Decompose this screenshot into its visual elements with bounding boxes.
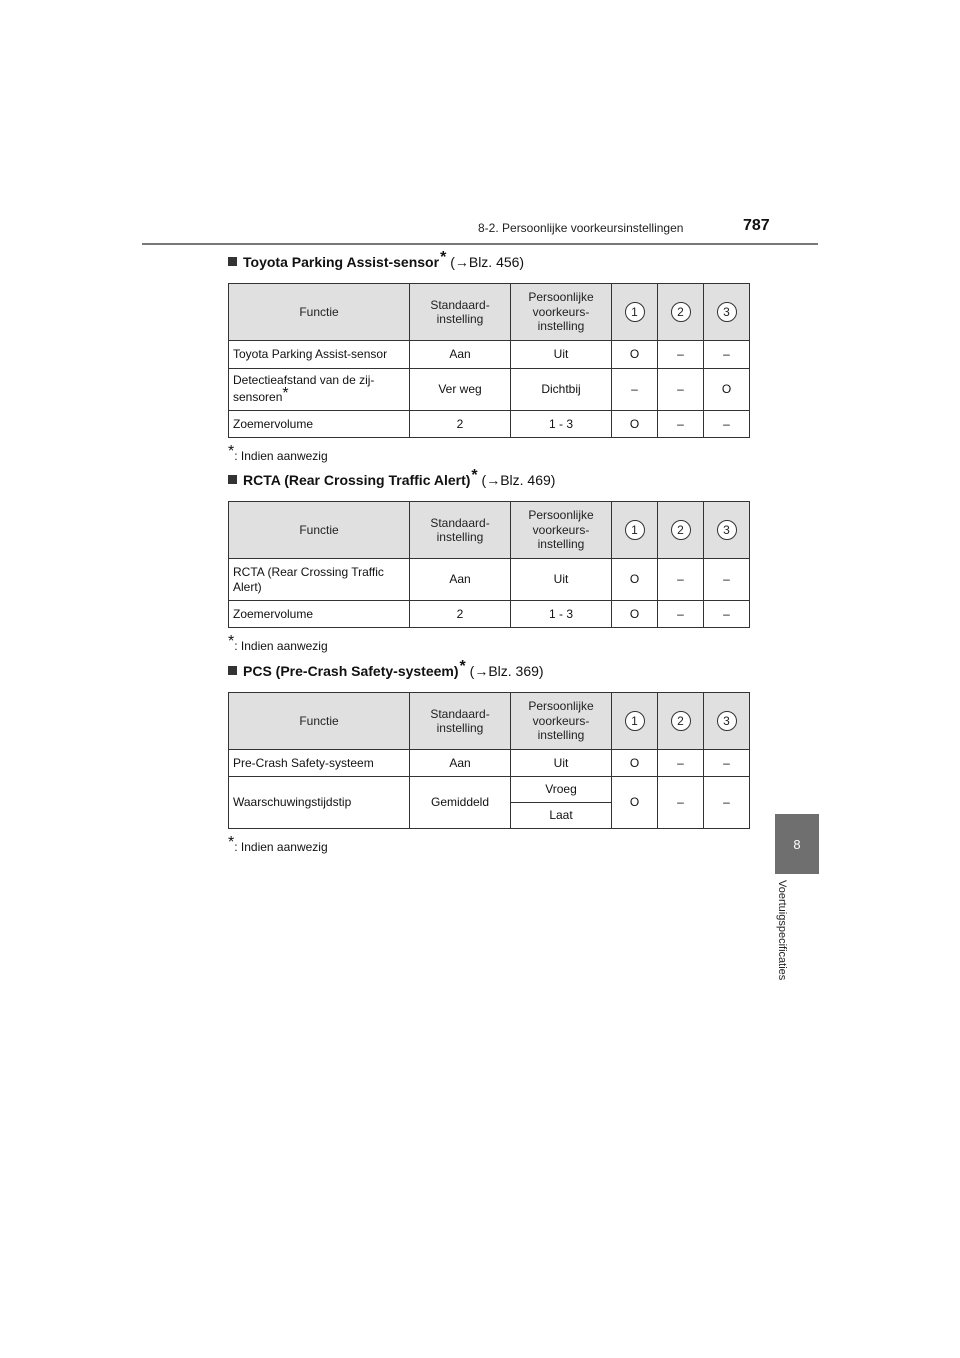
col-header-default: Standaard-instelling [410, 693, 511, 750]
footnote: *: Indien aanwezig [228, 633, 328, 653]
chapter-number: 8 [793, 836, 801, 852]
footnote: *: Indien aanwezig [228, 834, 328, 854]
settings-table [228, 283, 750, 438]
cell-function: Zoemervolume [229, 411, 410, 438]
col-header-personal: Persoonlijke voorkeurs-instelling [511, 284, 612, 341]
cell-default: Aan [410, 750, 511, 777]
cell-1: O [612, 411, 658, 438]
col-header-3: 3 [704, 502, 750, 559]
cell-default: Gemiddeld [410, 777, 511, 829]
table-row [229, 411, 750, 438]
col-header-2: 2 [658, 502, 704, 559]
section-title: Toyota Parking Assist-sensor [243, 254, 440, 270]
section-heading [228, 249, 750, 272]
page-reference[interactable]: (→Blz. 369) [469, 663, 544, 679]
cell-1: O [612, 341, 658, 369]
section-title: RCTA (Rear Crossing Traffic Alert) [243, 472, 471, 488]
cell-personal: Dichtbij [511, 369, 612, 411]
cell-personal: 1 - 3 [511, 411, 612, 438]
cell-default: Aan [410, 341, 511, 369]
cell-default: 2 [410, 601, 511, 628]
asterisk: * [471, 467, 478, 484]
table-row [229, 341, 750, 369]
table-row [229, 601, 750, 628]
cell-1: O [612, 601, 658, 628]
section-heading [228, 467, 750, 490]
cell-1: O [612, 777, 658, 829]
cell-3: O [704, 369, 750, 411]
page-reference[interactable]: (→Blz. 456) [450, 254, 525, 270]
cell-1: – [612, 369, 658, 411]
col-header-3: 3 [704, 693, 750, 750]
col-header-function: Functie [229, 284, 410, 341]
cell-3: – [704, 341, 750, 369]
footnote: *: Indien aanwezig [228, 443, 328, 463]
cell-3: – [704, 559, 750, 601]
cell-default: Aan [410, 559, 511, 601]
cell-function: RCTA (Rear Crossing Traffic Alert) [229, 559, 410, 601]
cell-3: – [704, 750, 750, 777]
asterisk: * [440, 249, 447, 266]
cell-2: – [658, 777, 704, 829]
header-title: 8-2. Persoonlijke voorkeursinstellingen [478, 221, 684, 235]
table-header-row [229, 693, 750, 750]
cell-function: Toyota Parking Assist-sensor [229, 341, 410, 369]
cell-3: – [704, 777, 750, 829]
asterisk: * [459, 658, 466, 675]
chapter-tab[interactable] [775, 814, 819, 874]
cell-personal-option: Laat [511, 803, 612, 829]
asterisk: * [282, 385, 289, 403]
col-header-3: 3 [704, 284, 750, 341]
cell-default: 2 [410, 411, 511, 438]
table-row [229, 369, 750, 411]
cell-personal-option: Vroeg [511, 777, 612, 803]
cell-personal: Uit [511, 750, 612, 777]
bullet-icon [228, 257, 237, 266]
page-number: 787 [743, 217, 770, 234]
cell-2: – [658, 411, 704, 438]
table-header-row [229, 502, 750, 559]
section-parking-assist [228, 249, 750, 465]
section-rcta [228, 467, 750, 655]
cell-personal: Uit [511, 341, 612, 369]
settings-table [228, 501, 750, 628]
cell-function: Pre-Crash Safety-systeem [229, 750, 410, 777]
cell-2: – [658, 341, 704, 369]
cell-default: Ver weg [410, 369, 511, 411]
cell-2: – [658, 750, 704, 777]
table-header-row [229, 284, 750, 341]
cell-personal: Uit [511, 559, 612, 601]
cell-function: Waarschuwingstijdstip [229, 777, 410, 829]
cell-function: Zoemervolume [229, 601, 410, 628]
col-header-2: 2 [658, 693, 704, 750]
section-title: PCS (Pre-Crash Safety-systeem) [243, 663, 459, 679]
table-row [229, 559, 750, 601]
col-header-function: Functie [229, 502, 410, 559]
header-rule [142, 243, 818, 245]
cell-1: O [612, 559, 658, 601]
col-header-1: 1 [612, 284, 658, 341]
cell-2: – [658, 559, 704, 601]
col-header-default: Standaard-instelling [410, 502, 511, 559]
bullet-icon [228, 666, 237, 675]
cell-personal: 1 - 3 [511, 601, 612, 628]
col-header-personal: Persoonlijke voorkeurs-instelling [511, 693, 612, 750]
col-header-function: Functie [229, 693, 410, 750]
page-reference[interactable]: (→Blz. 469) [481, 472, 556, 488]
col-header-2: 2 [658, 284, 704, 341]
col-header-default: Standaard-instelling [410, 284, 511, 341]
cell-3: – [704, 601, 750, 628]
cell-2: – [658, 601, 704, 628]
settings-table [228, 692, 750, 829]
cell-2: – [658, 369, 704, 411]
section-heading [228, 658, 750, 681]
chapter-label: Voertuigspecificaties [776, 880, 788, 981]
cell-function: Detectieafstand van de zij-sensoren* [229, 369, 410, 411]
col-header-1: 1 [612, 502, 658, 559]
cell-1: O [612, 750, 658, 777]
col-header-1: 1 [612, 693, 658, 750]
cell-3: – [704, 411, 750, 438]
table-row [229, 750, 750, 777]
table-row [229, 777, 750, 803]
bullet-icon [228, 475, 237, 484]
section-pcs [228, 658, 750, 856]
col-header-personal: Persoonlijke voorkeurs-instelling [511, 502, 612, 559]
